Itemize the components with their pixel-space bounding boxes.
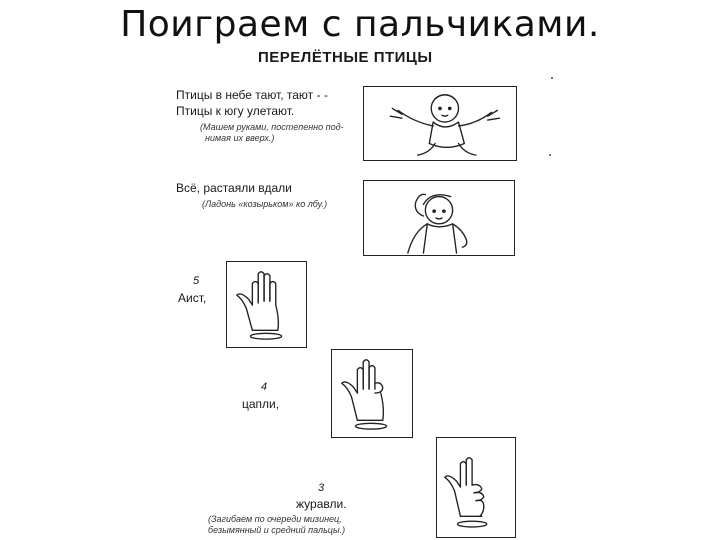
- hand-three-fingers-illustration: [436, 437, 516, 538]
- sheet-heading: ПЕРЕЛЁТНЫЕ ПТИЦЫ: [258, 49, 433, 66]
- instruction-note-1a: (Машем руками, постепенно под-: [200, 122, 344, 132]
- verse-word-cranes: журавли.: [296, 497, 347, 511]
- verse-word-herons: цапли,: [242, 397, 280, 411]
- instruction-note-3a: (Загибаем по очереди мизинец,: [208, 514, 342, 524]
- verse-line-1: Птицы в небе тают, тают - -: [176, 88, 328, 102]
- finger-count-3: 3: [318, 482, 325, 494]
- hand-four-fingers-illustration: [331, 349, 413, 438]
- finger-count-5: 5: [193, 275, 200, 287]
- child-waving-arms-illustration: [363, 86, 517, 161]
- finger-count-4: 4: [261, 381, 268, 393]
- verse-word-stork: Аист,: [178, 291, 207, 305]
- scan-speck: [549, 154, 551, 156]
- verse-line-3: Всё, растаяли вдали: [176, 181, 292, 195]
- slide-title: Поиграем с пальчиками.: [120, 4, 600, 45]
- verse-line-2: Птицы к югу улетают.: [176, 104, 295, 118]
- instruction-note-1b: нимая их вверх.): [205, 133, 275, 143]
- instruction-note-2: (Ладонь «козырьком» ко лбу.): [202, 199, 328, 209]
- hand-five-fingers-illustration: [226, 261, 307, 348]
- scan-speck: [551, 77, 553, 79]
- child-shading-eyes-illustration: [363, 180, 515, 256]
- instruction-note-3b: безымянный и средний пальцы.): [208, 525, 346, 535]
